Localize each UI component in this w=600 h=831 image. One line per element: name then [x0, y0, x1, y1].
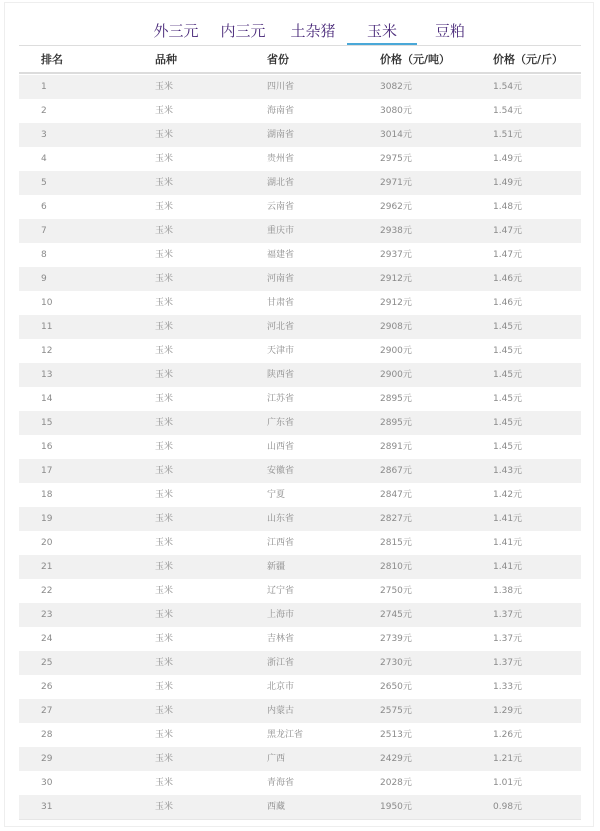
province-cell: 海南省	[267, 106, 295, 116]
header-province: 省份	[267, 53, 289, 66]
table-row	[19, 771, 581, 795]
province-cell: 吉林省	[267, 634, 295, 644]
header-price-per-jin: 价格（元/斤）	[493, 53, 564, 66]
table-row	[19, 723, 581, 747]
price-jin-cell: 1.51元	[493, 130, 523, 140]
tab-nei-san-yuan[interactable]: 内三元	[220, 22, 266, 40]
variety-cell: 玉米	[155, 802, 174, 812]
price-jin-cell: 1.46元	[493, 274, 523, 284]
table-row	[19, 795, 581, 819]
table-row	[19, 171, 581, 195]
table-row	[19, 675, 581, 699]
table-row	[19, 627, 581, 651]
rank-cell: 25	[41, 658, 53, 668]
province-cell: 宁夏	[267, 490, 286, 500]
province-cell: 山西省	[267, 442, 295, 452]
price-jin-cell: 1.21元	[493, 754, 523, 764]
price-ton-cell: 3080元	[380, 106, 412, 116]
variety-cell: 玉米	[155, 178, 174, 188]
price-jin-cell: 1.45元	[493, 442, 523, 452]
variety-cell: 玉米	[155, 418, 174, 428]
province-cell: 西藏	[267, 802, 286, 812]
price-ton-cell: 2867元	[380, 466, 412, 476]
variety-cell: 玉米	[155, 610, 174, 620]
price-ton-cell: 2739元	[380, 634, 412, 644]
province-cell: 四川省	[267, 82, 295, 92]
variety-cell: 玉米	[155, 682, 174, 692]
variety-cell: 玉米	[155, 394, 174, 404]
rank-cell: 22	[41, 586, 53, 596]
table-row	[19, 243, 581, 267]
rank-cell: 19	[41, 514, 53, 524]
province-cell: 重庆市	[267, 226, 295, 236]
price-jin-cell: 1.01元	[493, 778, 523, 788]
table-row	[19, 747, 581, 771]
province-cell: 黑龙江省	[267, 730, 304, 740]
province-cell: 天津市	[267, 346, 295, 356]
rank-cell: 17	[41, 466, 53, 476]
variety-cell: 玉米	[155, 538, 174, 548]
table-row	[19, 75, 581, 99]
price-ton-cell: 3014元	[380, 130, 412, 140]
province-cell: 江苏省	[267, 394, 295, 404]
table-row	[19, 459, 581, 483]
price-ton-cell: 2745元	[380, 610, 412, 620]
table-row	[19, 531, 581, 555]
price-jin-cell: 1.38元	[493, 586, 523, 596]
province-cell: 辽宁省	[267, 586, 295, 596]
rank-cell: 28	[41, 730, 53, 740]
price-ton-cell: 2513元	[380, 730, 412, 740]
variety-cell: 玉米	[155, 514, 174, 524]
table-row	[19, 603, 581, 627]
table-row	[19, 411, 581, 435]
rank-cell: 10	[41, 298, 53, 308]
price-jin-cell: 1.43元	[493, 466, 523, 476]
price-jin-cell: 1.49元	[493, 178, 523, 188]
table-row	[19, 483, 581, 507]
province-cell: 甘肃省	[267, 298, 295, 308]
province-cell: 湖北省	[267, 178, 295, 188]
price-jin-cell: 1.37元	[493, 610, 523, 620]
province-cell: 江西省	[267, 538, 295, 548]
price-jin-cell: 1.45元	[493, 394, 523, 404]
rank-cell: 8	[41, 250, 47, 260]
table-row	[19, 435, 581, 459]
rank-cell: 6	[41, 202, 47, 212]
rank-cell: 11	[41, 322, 53, 332]
table-row	[19, 339, 581, 363]
price-jin-cell: 1.41元	[493, 514, 523, 524]
price-ton-cell: 2891元	[380, 442, 412, 452]
price-ton-cell: 2575元	[380, 706, 412, 716]
variety-cell: 玉米	[155, 82, 174, 92]
variety-cell: 玉米	[155, 346, 174, 356]
table-header	[19, 48, 581, 74]
header-variety: 品种	[155, 53, 177, 66]
province-cell: 贵州省	[267, 154, 295, 164]
rank-cell: 18	[41, 490, 53, 500]
province-cell: 安徽省	[267, 466, 295, 476]
price-jin-cell: 1.45元	[493, 322, 523, 332]
price-ton-cell: 2937元	[380, 250, 412, 260]
price-jin-cell: 1.54元	[493, 82, 523, 92]
variety-cell: 玉米	[155, 562, 174, 572]
variety-cell: 玉米	[155, 442, 174, 452]
table-bottom-rule	[19, 819, 581, 820]
price-ton-cell: 3082元	[380, 82, 412, 92]
price-ton-cell: 2827元	[380, 514, 412, 524]
price-ton-cell: 2847元	[380, 490, 412, 500]
price-jin-cell: 1.29元	[493, 706, 523, 716]
table-row	[19, 555, 581, 579]
table-row	[19, 699, 581, 723]
price-ton-cell: 2900元	[380, 370, 412, 380]
table-row	[19, 315, 581, 339]
price-jin-cell: 0.98元	[493, 802, 523, 812]
price-ton-cell: 2938元	[380, 226, 412, 236]
variety-cell: 玉米	[155, 778, 174, 788]
price-jin-cell: 1.33元	[493, 682, 523, 692]
rank-cell: 29	[41, 754, 53, 764]
price-jin-cell: 1.42元	[493, 490, 523, 500]
province-cell: 福建省	[267, 250, 295, 260]
table-row	[19, 99, 581, 123]
price-jin-cell: 1.49元	[493, 154, 523, 164]
variety-cell: 玉米	[155, 106, 174, 116]
variety-cell: 玉米	[155, 370, 174, 380]
header-price-per-ton: 价格（元/吨）	[380, 53, 451, 66]
tab-corn[interactable]: 玉米	[366, 22, 397, 40]
table-row	[19, 579, 581, 603]
rank-cell: 1	[41, 82, 47, 92]
price-jin-cell: 1.54元	[493, 106, 523, 116]
price-jin-cell: 1.41元	[493, 562, 523, 572]
province-cell: 内蒙古	[267, 706, 295, 716]
variety-cell: 玉米	[155, 226, 174, 236]
price-ton-cell: 2908元	[380, 322, 412, 332]
price-ton-cell: 2810元	[380, 562, 412, 572]
rank-cell: 3	[41, 130, 47, 140]
table-row	[19, 267, 581, 291]
price-jin-cell: 1.45元	[493, 346, 523, 356]
rank-cell: 20	[41, 538, 53, 548]
province-cell: 北京市	[267, 682, 295, 692]
price-ton-cell: 2650元	[380, 682, 412, 692]
variety-cell: 玉米	[155, 274, 174, 284]
rank-cell: 21	[41, 562, 53, 572]
price-jin-cell: 1.47元	[493, 226, 523, 236]
price-ton-cell: 2975元	[380, 154, 412, 164]
price-jin-cell: 1.45元	[493, 418, 523, 428]
rank-cell: 27	[41, 706, 53, 716]
price-ton-cell: 2815元	[380, 538, 412, 548]
province-cell: 湖南省	[267, 130, 295, 140]
price-ton-cell: 2895元	[380, 418, 412, 428]
rank-cell: 12	[41, 346, 53, 356]
variety-cell: 玉米	[155, 490, 174, 500]
price-jin-cell: 1.41元	[493, 538, 523, 548]
rank-cell: 2	[41, 106, 47, 116]
category-tabs	[0, 16, 600, 46]
province-cell: 河北省	[267, 322, 295, 332]
price-ton-cell: 2962元	[380, 202, 412, 212]
rank-cell: 31	[41, 802, 53, 812]
table-row	[19, 363, 581, 387]
price-ton-cell: 2895元	[380, 394, 412, 404]
table-row	[19, 507, 581, 531]
rank-cell: 5	[41, 178, 47, 188]
rank-cell: 4	[41, 154, 47, 164]
province-cell: 青海省	[267, 778, 295, 788]
price-jin-cell: 1.37元	[493, 658, 523, 668]
rank-cell: 26	[41, 682, 53, 692]
rank-cell: 13	[41, 370, 53, 380]
table-row	[19, 123, 581, 147]
price-jin-cell: 1.37元	[493, 634, 523, 644]
province-cell: 上海市	[267, 610, 295, 620]
variety-cell: 玉米	[155, 730, 174, 740]
price-ton-cell: 2912元	[380, 298, 412, 308]
variety-cell: 玉米	[155, 658, 174, 668]
table-row	[19, 387, 581, 411]
rank-cell: 23	[41, 610, 53, 620]
price-ton-cell: 2971元	[380, 178, 412, 188]
variety-cell: 玉米	[155, 154, 174, 164]
price-ton-cell: 2750元	[380, 586, 412, 596]
table-row	[19, 651, 581, 675]
province-cell: 广东省	[267, 418, 295, 428]
rank-cell: 7	[41, 226, 47, 236]
price-ton-cell: 2028元	[380, 778, 412, 788]
price-ton-cell: 1950元	[380, 802, 412, 812]
table-row	[19, 147, 581, 171]
variety-cell: 玉米	[155, 298, 174, 308]
table-row	[19, 195, 581, 219]
variety-cell: 玉米	[155, 754, 174, 764]
variety-cell: 玉米	[155, 586, 174, 596]
table-row	[19, 291, 581, 315]
price-ton-cell: 2429元	[380, 754, 412, 764]
province-cell: 浙江省	[267, 658, 295, 668]
rank-cell: 16	[41, 442, 53, 452]
price-jin-cell: 1.47元	[493, 250, 523, 260]
province-cell: 山东省	[267, 514, 295, 524]
tab-tu-za-zhu[interactable]: 土杂猪	[290, 22, 336, 40]
table-body	[19, 75, 581, 819]
tabs-divider	[19, 45, 581, 46]
tab-wai-san-yuan[interactable]: 外三元	[153, 22, 199, 40]
province-cell: 广西	[267, 754, 286, 764]
price-jin-cell: 1.48元	[493, 202, 523, 212]
variety-cell: 玉米	[155, 250, 174, 260]
province-cell: 陕西省	[267, 370, 295, 380]
rank-cell: 14	[41, 394, 53, 404]
variety-cell: 玉米	[155, 322, 174, 332]
header-rank: 排名	[41, 53, 63, 66]
tab-soybean-meal[interactable]: 豆粕	[434, 22, 465, 40]
price-jin-cell: 1.45元	[493, 370, 523, 380]
variety-cell: 玉米	[155, 466, 174, 476]
price-jin-cell: 1.46元	[493, 298, 523, 308]
variety-cell: 玉米	[155, 202, 174, 212]
price-ton-cell: 2730元	[380, 658, 412, 668]
rank-cell: 9	[41, 274, 47, 284]
province-cell: 河南省	[267, 274, 295, 284]
rank-cell: 30	[41, 778, 53, 788]
table-row	[19, 219, 581, 243]
rank-cell: 24	[41, 634, 53, 644]
price-jin-cell: 1.26元	[493, 730, 523, 740]
province-cell: 新疆	[267, 562, 286, 572]
price-ton-cell: 2900元	[380, 346, 412, 356]
rank-cell: 15	[41, 418, 53, 428]
variety-cell: 玉米	[155, 130, 174, 140]
variety-cell: 玉米	[155, 634, 174, 644]
province-cell: 云南省	[267, 202, 295, 212]
variety-cell: 玉米	[155, 706, 174, 716]
price-ton-cell: 2912元	[380, 274, 412, 284]
